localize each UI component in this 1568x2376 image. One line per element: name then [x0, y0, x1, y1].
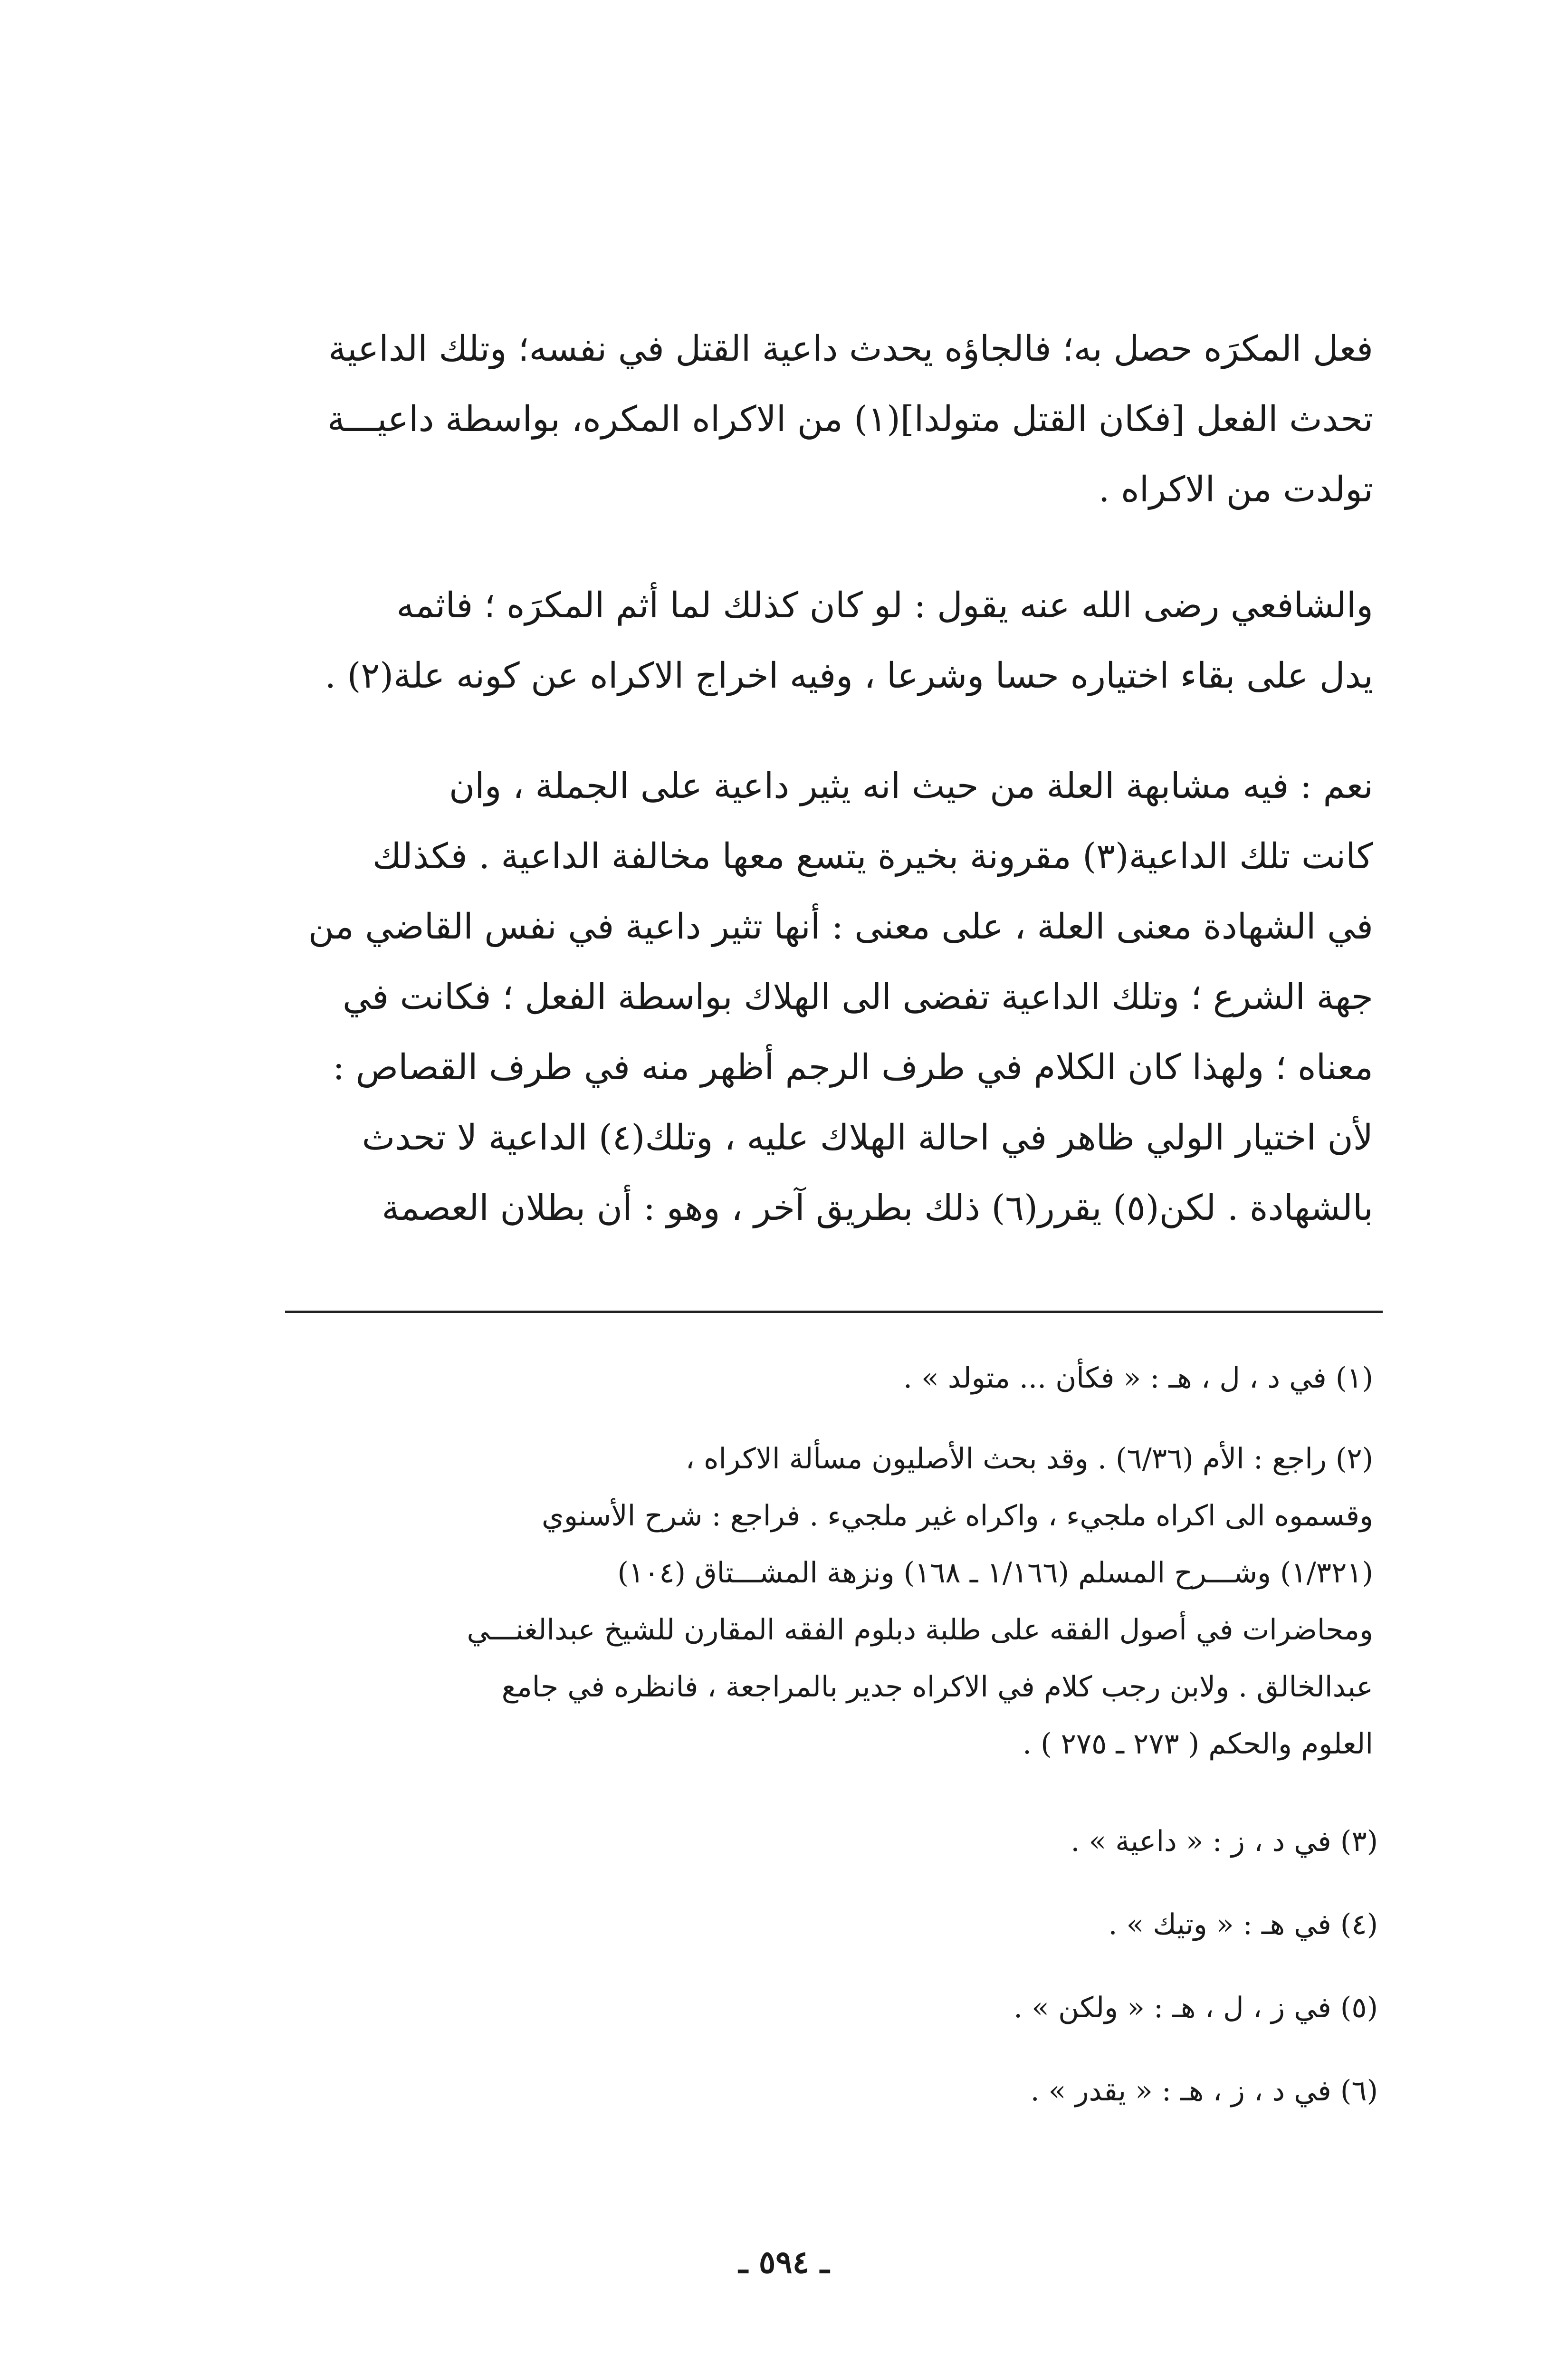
paragraph-3: [271, 751, 1373, 1243]
text-line: في الشهادة معنى العلة ، على معنى : أنها تثير داعية في نفس القاضي من: [308, 906, 1373, 947]
footnote-line: (١/٣٢١) وشـــرح المسلم (١/١٦٦ ـ ١٦٨) ونزهة المشـــتاق (١٠٤): [617, 1556, 1373, 1590]
text-line: تحدث الفعل [فكان القتل متولدا](١) من الاكراه المكره، بواسطة داعيـــة: [327, 399, 1373, 440]
paragraph-1: [271, 314, 1373, 525]
footnote-5: (٥) في ز ، ل ، هـ : « ولكن » .: [1013, 1991, 1378, 2024]
page-number: ـ ٥٩٤ ـ: [738, 2243, 830, 2280]
footnote-3: (٣) في د ، ز : « داعية » .: [1071, 1825, 1378, 1858]
paragraph-2: [271, 570, 1373, 711]
footnote-4: (٤) في هـ : « وتيك » .: [1108, 1908, 1378, 1941]
footnote-line: ومحاضرات في أصول الفقه على طلبة دبلوم الفقه المقارن للشيخ عبدالغنـــي: [467, 1613, 1373, 1647]
text-line: والشافعي رضى الله عنه يقول : لو كان كذلك لما أثم المكرَه ؛ فاثمه: [396, 585, 1373, 626]
footnote-1: [276, 1350, 1373, 1407]
footnote-separator-rule: [285, 1311, 1383, 1313]
text-line: يدل على بقاء اختياره حسا وشرعا ، وفيه اخراج الاكراه عن كونه علة(٢) .: [325, 655, 1373, 696]
text-line: لأن اختيار الولي ظاهر في احالة الهلاك عليه ، وتلك(٤) الداعية لا تحدث: [362, 1117, 1373, 1158]
text-line: فعل المكرَه حصل به؛ فالجاؤه يحدث داعية القتل في نفسه؛ وتلك الداعية: [328, 328, 1373, 369]
text-line: نعم : فيه مشابهة العلة من حيث انه يثير داعية على الجملة ، وان: [449, 766, 1373, 806]
text-line: جهة الشرع ؛ وتلك الداعية تفضى الى الهلاك بواسطة الفعل ؛ فكانت في: [343, 977, 1373, 1017]
text-line: كانت تلك الداعية(٣) مقرونة بخيرة يتسع معها مخالفة الداعية . فكذلك: [372, 836, 1373, 877]
footnote-line: العلوم والحكم ( ٢٧٣ ـ ٢٧٥ ) .: [1023, 1727, 1373, 1761]
footnote-line: عبدالخالق . ولابن رجب كلام في الاكراه جدير بالمراجعة ، فانظره في جامع: [501, 1670, 1373, 1704]
footnote-6: (٦) في د ، ز ، هـ : « يقدر » .: [1030, 2074, 1378, 2108]
footnote-line: وقسموه الى اكراه ملجيء ، واكراه غير ملجيء . فراجع : شرح الأسنوي: [542, 1499, 1373, 1533]
footnote-line: (١) في د ، ل ، هـ : « فكأن ... متولد » .: [903, 1361, 1373, 1395]
footnote-2: [276, 1430, 1373, 1772]
footnote-line: (٢) راجع : الأم (٦/٣٦) . وقد بحث الأصليون مسألة الاكراه ،: [685, 1442, 1373, 1475]
text-line: تولدت من الاكراه .: [1098, 469, 1373, 510]
text-line: معناه ؛ ولهذا كان الكلام في طرف الرجم أظهر منه في طرف القصاص :: [333, 1047, 1373, 1088]
text-line: بالشهادة . لكن(٥) يقرر(٦) ذلك بطريق آخر ، وهو : أن بطلان العصمة: [382, 1188, 1373, 1228]
